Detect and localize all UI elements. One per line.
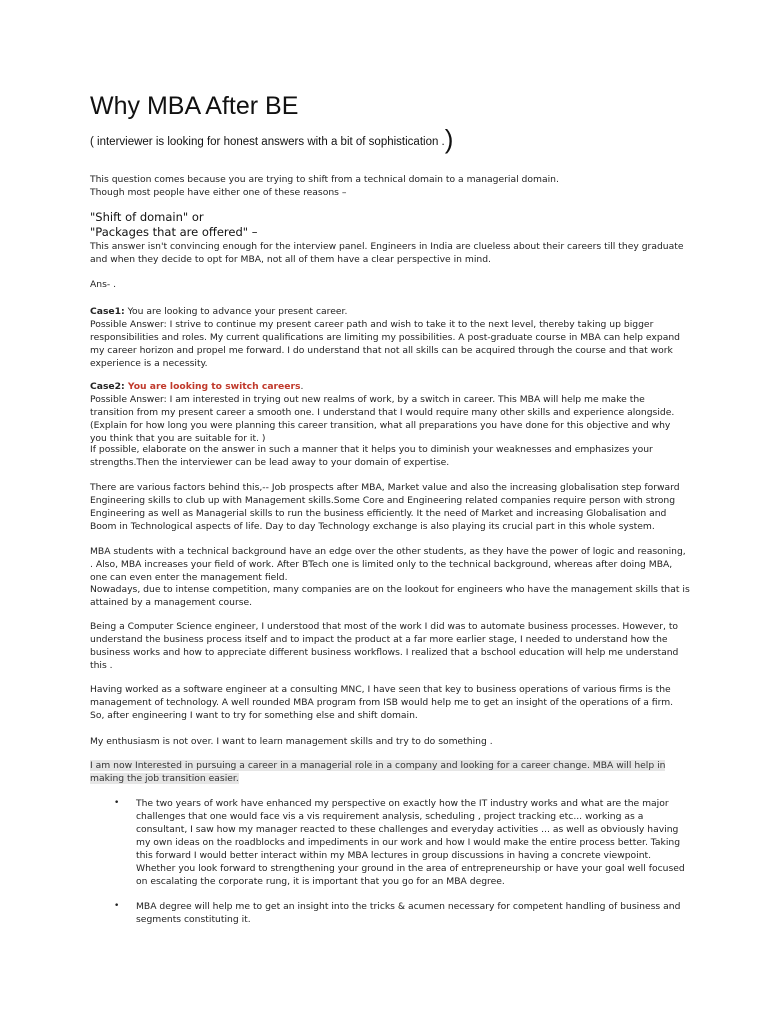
page-title: Why MBA After BE — [90, 92, 299, 120]
enthusiasm-line: My enthusiasm is not over. I want to learn management skills and try to do something . — [90, 736, 493, 747]
subtitle-paren: ) — [444, 124, 454, 154]
bullet-marker: • — [114, 901, 120, 911]
mnc-paragraph: Having worked as a software engineer at a consulting MNC, I have seen that key to business operations of various firms is the management of technology. A well rounded MBA program from ISB would help me to get an insight of the operations of a firm. So, after engineering I want to try for something else and shift domain. — [90, 684, 674, 721]
bullet-item-1: The two years of work have enhanced my perspective on exactly how the IT industry works and what are the major challenges that one would face vis a vis requirement analysis, scheduling , project tracking etc... working as a consultant, I saw how my manager reacted to these challenges and everyday activities ... as well as obviously having my own ideas on the roadblocks and impediments in our work and how I would make the entire process better. Taking this forward I would better interact within my MBA lectures in group discussions in having a concrete viewpoint. Whether you look forward to strengthening your ground in the area of entrepreneurship or have your goal well focused on escalating the corporate rung, it is important that you go for an MBA degree. — [136, 798, 685, 887]
reason-1: "Shift of domain" or — [90, 210, 204, 224]
case1-title: You are looking to advance your present career. — [124, 306, 348, 317]
bullet-item-2: MBA degree will help me to get an insight into the tricks & acumen necessary for competent handling of business and segments constituting it. — [136, 901, 681, 925]
case1-label: Case1: — [90, 306, 125, 317]
case2-heading — [90, 380, 690, 393]
case2-end: . — [300, 381, 304, 392]
highlighted-text: I am now Interested in pursuing a career in a managerial role in a company and looking for a career change. MBA will help in making the job transition easier. — [90, 760, 666, 784]
tech-paragraph-2: Nowadays, due to intense competition, many companies are on the lookout for engineers who have the management skills that is attained by a management course. — [90, 584, 690, 608]
ans-label: Ans- . — [90, 279, 117, 290]
intro-line-1: This question comes because you are trying to shift from a technical domain to a managerial domain. — [90, 174, 559, 185]
answer-paragraph: This answer isn't convincing enough for the interview panel. Engineers in India are clueless about their careers till they graduate and when they decide to opt for MBA, not all of them have a clear perspective in mind. — [90, 241, 684, 265]
factors-paragraph: There are various factors behind this,-- Job prospects after MBA, Market value and also the increasing globalisation step forward Engineering skills to club up with Management skills.Some Core and Engineering related companies require person with strong Engineering as well as Managerial skills to run the business efficiently. It the need of Market and increasing Globalisation and Boom in Technological aspects of life. Day to day Technology exchange is also playing its crucial part in this whole system. — [90, 482, 680, 532]
case1-heading — [90, 305, 690, 318]
subtitle-text: ( interviewer is looking for honest answers with a bit of sophistication — [90, 136, 439, 148]
bullet-marker: • — [114, 798, 120, 808]
tech-paragraph: MBA students with a technical background have an edge over the other students, as they have the power of logic and reasoning, . Also, MBA increases your field of work. After BTech one is limited only to the technical background, whereas after doing MBA, one can even enter the management field. — [90, 546, 686, 583]
subtitle — [90, 124, 690, 155]
case1-body: Possible Answer: I strive to continue my present career path and wish to take it to the next level, thereby taking up bigger responsibilities and roles. My current qualifications are limiting my possibilities. A post-graduate course in MBA can help expand my career horizon and propel me forward. I do understand that not all skills can be acquired through the course and that work experience is a necessity. — [90, 319, 680, 369]
case2-title: You are looking to switch careers — [124, 381, 301, 392]
case2-body-2: If possible, elaborate on the answer in such a manner that it helps you to diminish your weaknesses and emphasizes your strengths.Then the interviewer can be lead away to your domain of expertise. — [90, 444, 653, 468]
case2-body: Possible Answer: I am interested in trying out new realms of work, by a switch in career. This MBA will help me make the transition from my present career a smooth one. I understand that I would require many other skills and experience alongside. (Explain for how long you were planning this career transition, what all preparations you have done for this objective and why you think that you are suitable for it. ) — [90, 394, 675, 444]
cs-paragraph: Being a Computer Science engineer, I understood that most of the work I did was to automate business processes. However, to understand the business process itself and to impact the product at a far more earlier stage, I needed to understand how the business works and how to appreciate different business workflows. I realized that a bschool education will help me understand this . — [90, 621, 679, 671]
subtitle-dot: . — [438, 136, 445, 148]
highlighted-note — [90, 759, 690, 785]
intro-line-2: Though most people have either one of these reasons – — [90, 187, 347, 198]
reason-2: "Packages that are offered" – — [90, 225, 258, 239]
case2-label: Case2: — [90, 381, 125, 392]
